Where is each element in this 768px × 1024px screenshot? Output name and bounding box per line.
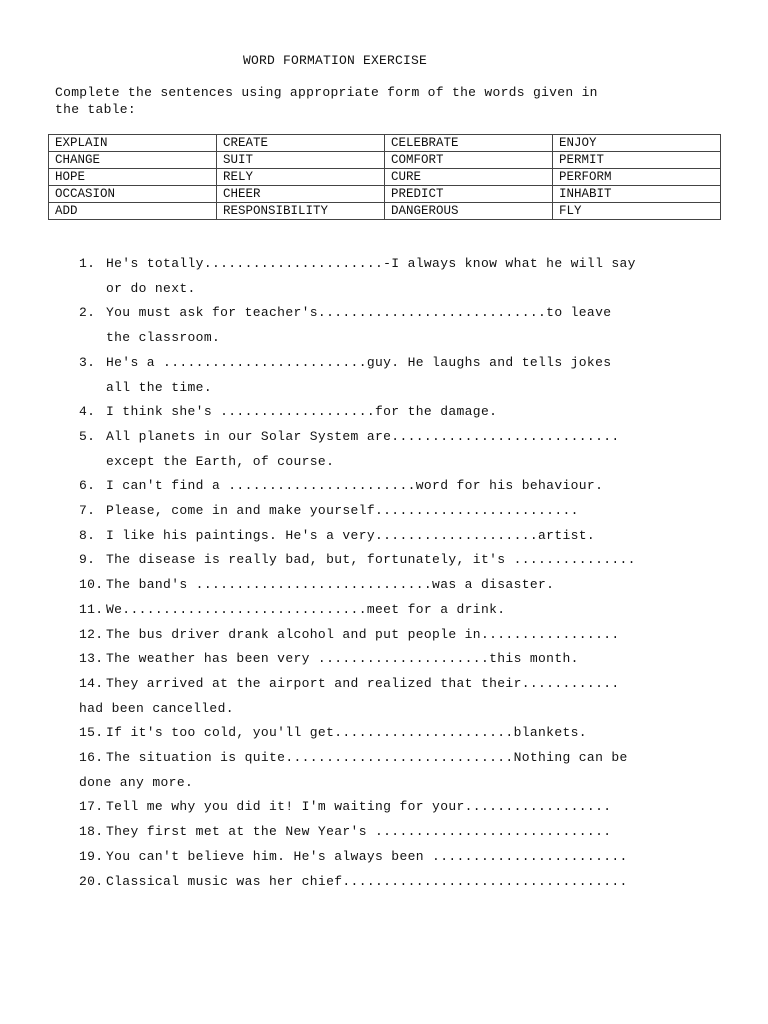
- instructions-line-2: the table:: [55, 102, 137, 117]
- item-number: 20.: [79, 873, 104, 889]
- page-title: WORD FORMATION EXERCISE: [243, 53, 428, 68]
- item-number: 4.: [79, 404, 96, 420]
- item-number: 1.: [79, 256, 96, 271]
- table-cell: EXPLAIN: [49, 135, 217, 152]
- instructions-line-1: Complete the sentences using appropriate form of the words given in: [55, 85, 598, 100]
- table-cell: HOPE: [49, 169, 217, 186]
- sentence-text: You can't believe him. He's always been ........................: [106, 848, 628, 864]
- sentence-text: They arrived at the airport and realized that their............: [106, 675, 620, 691]
- table-cell: DANGEROUS: [385, 203, 553, 220]
- table-cell: CURE: [385, 169, 553, 186]
- table-cell: RELY: [217, 169, 385, 186]
- item-number: 10.: [79, 577, 104, 593]
- table-cell: PERMIT: [553, 152, 721, 169]
- sentence-text: Please, come in and make yourself.........................: [106, 503, 579, 519]
- table-cell: CREATE: [217, 135, 385, 152]
- sentence-text: Classical music was her chief...................................: [106, 873, 628, 889]
- item-number: 16.: [79, 750, 104, 766]
- table-row: [49, 203, 721, 220]
- item-number: 14.: [79, 675, 104, 691]
- sentence-text: I like his paintings. He's a very....................artist.: [106, 527, 596, 543]
- list-item: [79, 623, 719, 648]
- list-item: [79, 870, 719, 895]
- item-number: 5.: [79, 428, 96, 444]
- sentence-continuation: or do next.: [106, 280, 196, 296]
- table-cell: CELEBRATE: [385, 135, 553, 152]
- table-cell: PREDICT: [385, 186, 553, 203]
- sentence-text: I can't find a .......................word for his behaviour.: [106, 478, 604, 494]
- sentence-text: The bus driver drank alcohol and put people in.................: [106, 626, 620, 642]
- list-item: [79, 672, 719, 721]
- sentence-continuation: the classroom.: [106, 330, 221, 346]
- sentence-text: All planets in our Solar System are............................: [106, 428, 620, 444]
- list-item: [79, 795, 719, 820]
- list-item: [79, 573, 719, 598]
- item-number: 17.: [79, 799, 104, 815]
- sentence-text: If it's too cold, you'll get......................blankets.: [106, 725, 587, 741]
- list-item: [79, 301, 719, 350]
- sentence-list: [79, 252, 719, 894]
- table-cell: PERFORM: [553, 169, 721, 186]
- list-item: [79, 548, 719, 573]
- table-cell: FLY: [553, 203, 721, 220]
- sentence-text: The weather has been very .....................this month.: [106, 651, 579, 667]
- table-row: [49, 135, 721, 152]
- item-number: 8.: [79, 527, 96, 543]
- sentence-continuation: had been cancelled.: [79, 700, 234, 716]
- sentence-continuation: all the time.: [106, 379, 212, 395]
- item-number: 18.: [79, 824, 104, 840]
- list-item: [79, 252, 719, 301]
- table-row: [49, 152, 721, 169]
- item-number: 9.: [79, 552, 96, 568]
- sentence-text: The situation is quite............................Nothing can be: [106, 750, 628, 766]
- table-cell: INHABIT: [553, 186, 721, 203]
- word-table: [48, 134, 721, 220]
- sentence-text: The band's .............................was a disaster.: [106, 577, 555, 593]
- instructions: [55, 84, 715, 118]
- list-item: [79, 400, 719, 425]
- list-item: [79, 820, 719, 845]
- table-cell: CHEER: [217, 186, 385, 203]
- table-cell: SUIT: [217, 152, 385, 169]
- list-item: [79, 721, 719, 746]
- table-row: [49, 186, 721, 203]
- item-number: 2.: [79, 305, 96, 321]
- list-item: [79, 474, 719, 499]
- sentence-continuation: except the Earth, of course.: [106, 453, 335, 469]
- item-number: 19.: [79, 848, 104, 864]
- item-number: 6.: [79, 478, 96, 494]
- sentence-text: The disease is really bad, but, fortunately, it's ...............: [106, 552, 636, 568]
- item-number: 15.: [79, 725, 104, 741]
- item-number: 11.: [79, 601, 104, 617]
- table-cell: COMFORT: [385, 152, 553, 169]
- item-number: 7.: [79, 503, 96, 519]
- list-item: [79, 351, 719, 400]
- table-cell: CHANGE: [49, 152, 217, 169]
- list-item: [79, 499, 719, 524]
- list-item: [79, 598, 719, 623]
- sentence-text: You must ask for teacher's............................to leave: [106, 305, 612, 321]
- table-cell: ADD: [49, 203, 217, 220]
- table-cell: RESPONSIBILITY: [217, 203, 385, 220]
- table-row: [49, 169, 721, 186]
- item-number: 3.: [79, 354, 96, 370]
- sentence-text: Tell me why you did it! I'm waiting for your..................: [106, 799, 612, 815]
- sentence-text: I think she's ...................for the damage.: [106, 404, 498, 420]
- table-cell: ENJOY: [553, 135, 721, 152]
- list-item: [79, 746, 719, 795]
- item-number: 12.: [79, 626, 104, 642]
- table-cell: OCCASION: [49, 186, 217, 203]
- sentence-text: He's a .........................guy. He laughs and tells jokes: [106, 354, 612, 370]
- sentence-continuation: done any more.: [79, 774, 194, 790]
- list-item: [79, 425, 719, 474]
- sentence-text: He's totally......................-I always know what he will say: [106, 256, 636, 271]
- list-item: [79, 524, 719, 549]
- sentence-text: We..............................meet for a drink.: [106, 601, 506, 617]
- item-number: 13.: [79, 651, 104, 667]
- sentence-text: They first met at the New Year's .............................: [106, 824, 612, 840]
- list-item: [79, 647, 719, 672]
- list-item: [79, 845, 719, 870]
